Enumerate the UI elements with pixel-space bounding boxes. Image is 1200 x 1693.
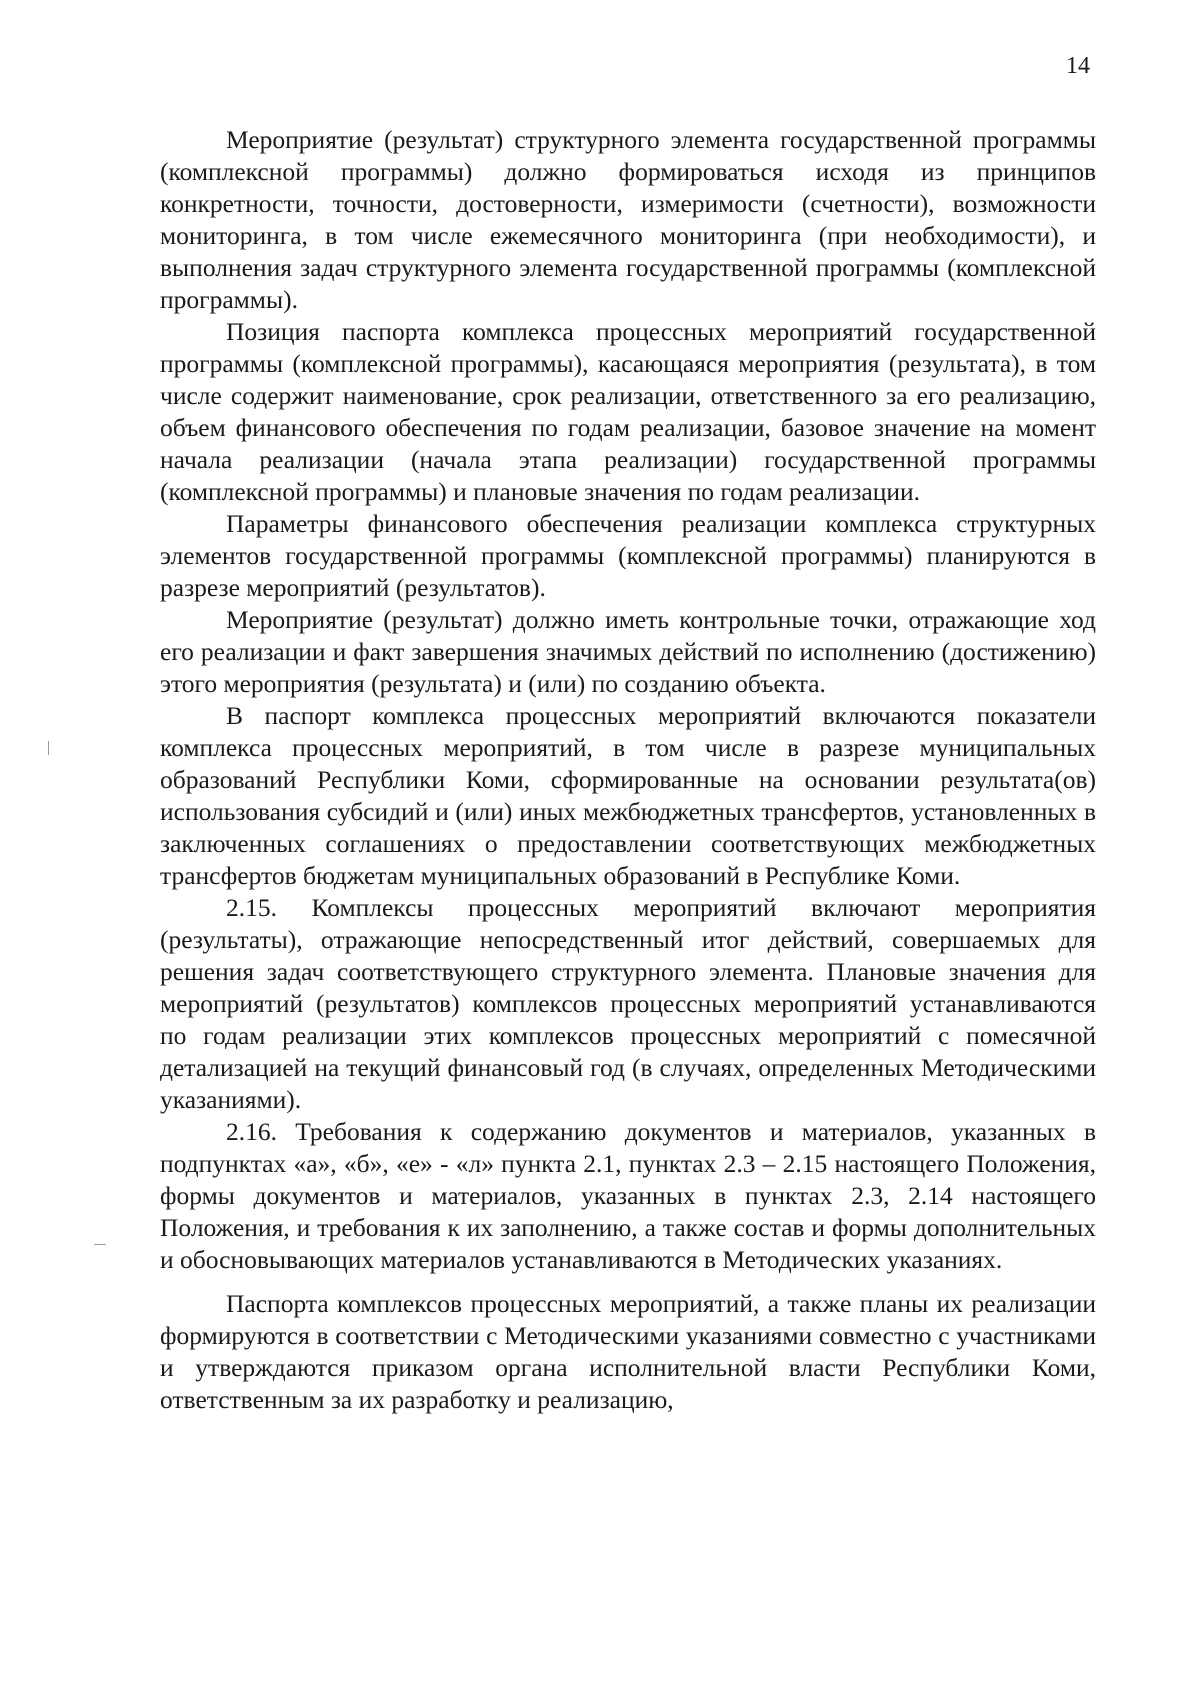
paragraph-2-16: 2.16. Требования к содержанию документов и материалов, указанных в подпунктах «а», «б», «е» - «л» пункта 2.1, пунктах 2.3 – 2.15 настоящего Положения, формы документов и материалов, указанных в пунктах 2.3, 2.14 настоящего Положения, и требования к их заполнению, а также состав и формы дополнительных и обосновывающих материалов устанавливаются в Методических указаниях. [160, 1117, 1096, 1274]
page-number: 14 [1066, 53, 1090, 79]
paragraph-8: Паспорта комплексов процессных мероприятий, а также планы их реализации формируются в соответствии с Методическими указаниями совместно с участниками и утверждаются приказом органа исполнительной власти Республики Коми, ответственным за их разработку и реализацию, [160, 1289, 1096, 1414]
paragraph-2-15: 2.15. Комплексы процессных мероприятий включают мероприятия (результаты), отражающие непосредственный итог действий, совершаемых для решения задач соответствующего структурного элемента. Плановые значения для мероприятий (результатов) комплексов процессных мероприятий устанавливаются по годам реализации этих комплексов процессных мероприятий с помесячной детализацией на текущий финансовый год (в случаях, определенных Методическими указаниями). [160, 893, 1096, 1114]
paragraph-3: Параметры финансового обеспечения реализации комплекса структурных элементов государственной программы (комплексной программы) планируются в разрезе мероприятий (результатов). [160, 509, 1096, 602]
paragraph-4: Мероприятие (результат) должно иметь контрольные точки, отражающие ход его реализации и факт завершения значимых действий по исполнению (достижению) этого мероприятия (результата) и (или) по созданию объекта. [160, 605, 1096, 698]
paragraph-5: В паспорт комплекса процессных мероприятий включаются показатели комплекса процессных мероприятий, в том числе в разрезе муниципальных образований Республики Коми, сформированные на основании результата(ов) использования субсидий и (или) иных межбюджетных трансфертов, установленных в заключенных соглашениях о предоставлении соответствующих межбюджетных трансфертов бюджетам муниципальных образований в Республике Коми. [160, 701, 1096, 890]
document-body [160, 124, 1096, 1416]
scan-artifact-mark-2 [94, 1244, 106, 1245]
paragraph-2: Позиция паспорта комплекса процессных мероприятий государственной программы (комплексной программы), касающаяся мероприятия (результата), в том числе содержит наименование, срок реализации, ответственного за его реализацию, объем финансового обеспечения по годам реализации, базовое значение на момент начала реализации (начала этапа реализации) государственной программы (комплексной программы) и плановые значения по годам реализации. [160, 317, 1096, 506]
scan-artifact-mark [48, 741, 49, 755]
paragraph-1: Мероприятие (результат) структурного элемента государственной программы (комплексной программы) должно формироваться исходя из принципов конкретности, точности, достоверности, измеримости (счетности), возможности мониторинга, в том числе ежемесячного мониторинга (при необходимости), и выполнения задач структурного элемента государственной программы (комплексной программы). [160, 125, 1096, 314]
